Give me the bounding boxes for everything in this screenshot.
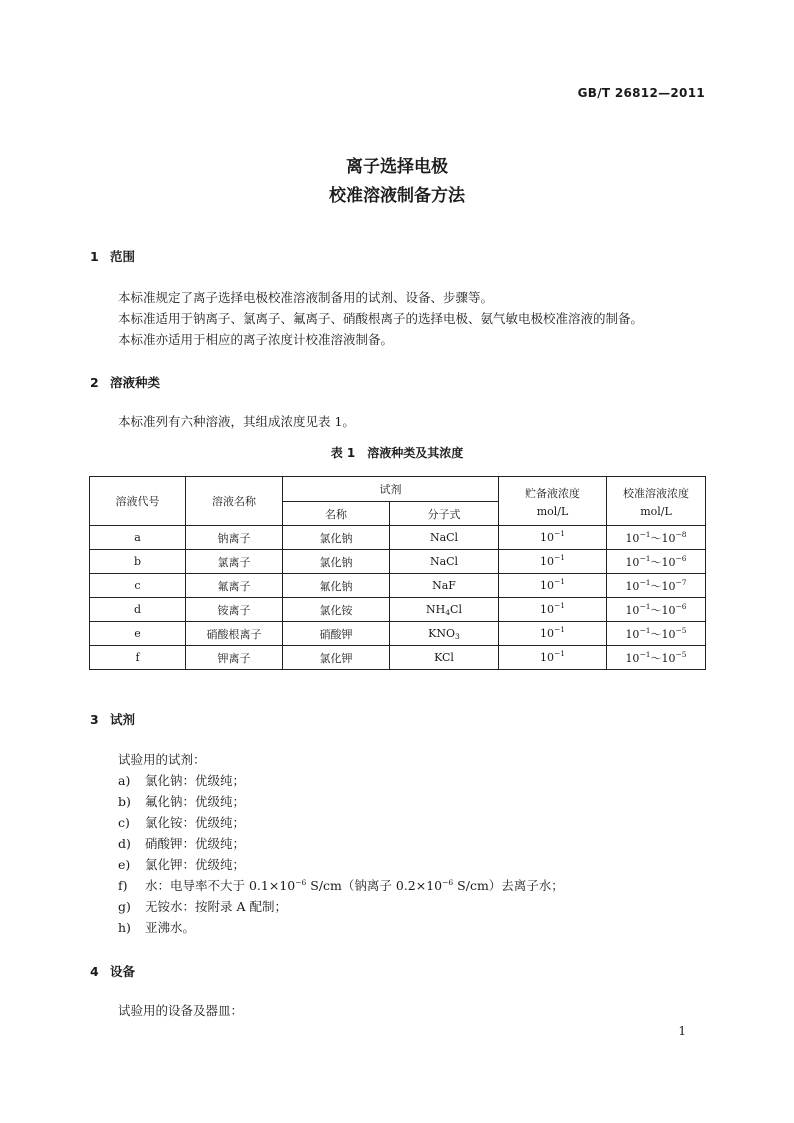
list-item xyxy=(118,917,564,938)
table-number: 表 1 xyxy=(330,446,356,460)
stock-exponent: −1 xyxy=(553,577,566,586)
cal-exponent: −1 xyxy=(639,649,651,659)
cell-reagent: 氯化钠 xyxy=(283,550,390,574)
document-title-line-2: 校准溶液制备方法 xyxy=(329,186,465,206)
formula-part: NH xyxy=(426,603,446,616)
cell-formula: NaCl xyxy=(390,526,499,550)
list-label: e) xyxy=(118,857,131,872)
list-item xyxy=(118,854,564,875)
reagents-intro xyxy=(118,749,206,770)
cell-cal xyxy=(607,646,706,670)
cal-sep: ～ xyxy=(650,579,662,593)
list-label: b) xyxy=(118,794,131,809)
cal-base: 10 xyxy=(661,579,676,593)
cell-name: 钠离子 xyxy=(186,526,283,550)
cell-reagent: 氟化钠 xyxy=(283,574,390,598)
formula-subscript: 3 xyxy=(455,632,460,641)
cell-code: f xyxy=(90,646,186,670)
cal-sep: ～ xyxy=(650,627,662,641)
formula-subscript: 4 xyxy=(445,608,451,617)
list-item xyxy=(118,812,564,833)
cell-reagent: 硝酸钾 xyxy=(283,622,390,646)
table-row xyxy=(90,574,706,598)
page-number: 1 xyxy=(678,1024,686,1038)
list-text: S/cm）去离子水； xyxy=(453,878,564,893)
cell-code: d xyxy=(90,598,186,622)
header-cal-label: 校准溶液浓度 xyxy=(623,486,689,500)
paragraph: 本标准亦适用于相应的离子浓度计校准溶液制备。 xyxy=(118,332,394,347)
cell-formula xyxy=(390,622,499,646)
header-stock-label: 贮备液浓度 xyxy=(525,486,580,500)
equipment-intro xyxy=(118,1000,243,1021)
list-text: 无铵水：按附录 A 配制； xyxy=(145,899,287,914)
cal-exponent: −5 xyxy=(675,649,687,659)
stock-exponent: −1 xyxy=(553,625,566,634)
cell-stock xyxy=(499,526,607,550)
header-cal-unit: mol/L xyxy=(640,504,672,518)
header-reagent: 试剂 xyxy=(283,477,499,502)
cal-base: 10 xyxy=(625,603,640,617)
section-number: 3 xyxy=(90,712,99,727)
cell-name: 氟离子 xyxy=(186,574,283,598)
paragraph: 试验用的设备及器皿： xyxy=(118,1003,244,1018)
table-row xyxy=(90,550,706,574)
cell-code: e xyxy=(90,622,186,646)
cell-stock xyxy=(499,550,607,574)
cal-base: 10 xyxy=(625,651,640,665)
section-title: 溶液种类 xyxy=(110,375,161,390)
list-text: 氯化钠：优级纯； xyxy=(145,773,246,788)
cal-base: 10 xyxy=(661,603,676,617)
table-caption xyxy=(0,444,794,461)
cell-cal xyxy=(607,526,706,550)
cell-stock xyxy=(499,598,607,622)
section-title: 范围 xyxy=(110,249,136,264)
scope-paragraphs xyxy=(118,287,643,350)
cal-exponent: −1 xyxy=(639,529,651,539)
list-text: 硝酸钾：优级纯； xyxy=(145,836,246,851)
stock-base: 10 xyxy=(539,531,554,544)
cell-name: 硝酸根离子 xyxy=(186,622,283,646)
cell-code: b xyxy=(90,550,186,574)
cal-base: 10 xyxy=(625,531,640,545)
exponent: −6 xyxy=(295,878,307,887)
cell-stock xyxy=(499,646,607,670)
cal-sep: ～ xyxy=(650,531,662,545)
section-number: 2 xyxy=(90,375,99,390)
cell-name: 铵离子 xyxy=(186,598,283,622)
section-title: 设备 xyxy=(110,964,136,979)
cell-formula: NaCl xyxy=(390,550,499,574)
formula-part: KNO xyxy=(428,627,456,640)
cell-stock xyxy=(499,622,607,646)
header-reagent-name: 名称 xyxy=(283,502,390,526)
section-heading-scope xyxy=(90,247,135,265)
cal-sep: ～ xyxy=(650,603,662,617)
cell-name: 钾离子 xyxy=(186,646,283,670)
cal-exponent: −6 xyxy=(675,553,687,563)
stock-base: 10 xyxy=(539,579,554,592)
cal-sep: ～ xyxy=(650,555,662,569)
list-text: 亚沸水。 xyxy=(145,920,196,935)
stock-base: 10 xyxy=(539,603,554,616)
stock-base: 10 xyxy=(539,555,554,568)
cal-base: 10 xyxy=(625,555,640,569)
table-row xyxy=(90,598,706,622)
table-row xyxy=(90,646,706,670)
cell-reagent: 氯化铵 xyxy=(283,598,390,622)
list-label: a) xyxy=(118,773,131,788)
stock-base: 10 xyxy=(539,651,554,664)
section-title: 试剂 xyxy=(110,712,136,727)
cell-stock xyxy=(499,574,607,598)
stock-exponent: −1 xyxy=(553,601,566,610)
cal-sep: ～ xyxy=(650,651,662,665)
list-label: c) xyxy=(118,815,130,830)
header-cal xyxy=(607,477,706,526)
cell-code: a xyxy=(90,526,186,550)
section-heading-equipment xyxy=(90,962,135,980)
list-text: 氯化钾：优级纯； xyxy=(145,857,246,872)
solution-types-intro xyxy=(118,411,355,432)
cal-base: 10 xyxy=(661,627,676,641)
cell-reagent: 氯化钾 xyxy=(283,646,390,670)
header-code: 溶液代号 xyxy=(90,477,186,526)
paragraph: 试验用的试剂： xyxy=(118,752,206,767)
list-item-water xyxy=(118,875,564,896)
cell-name: 氯离子 xyxy=(186,550,283,574)
list-item xyxy=(118,770,564,791)
formula-part: Cl xyxy=(450,603,462,616)
cell-formula: NaF xyxy=(390,574,499,598)
cell-cal xyxy=(607,574,706,598)
cal-base: 10 xyxy=(661,651,676,665)
list-text: 氯化铵：优级纯； xyxy=(145,815,246,830)
cell-reagent: 氯化钠 xyxy=(283,526,390,550)
section-number: 1 xyxy=(90,249,99,264)
cell-cal xyxy=(607,622,706,646)
cal-exponent: −5 xyxy=(675,625,687,635)
cal-exponent: −6 xyxy=(675,601,687,611)
exponent: −6 xyxy=(442,878,454,887)
cal-base: 10 xyxy=(625,627,640,641)
document-title-line-1: 离子选择电极 xyxy=(346,157,448,177)
section-heading-reagents xyxy=(90,710,135,728)
table-row xyxy=(90,526,706,550)
cal-base: 10 xyxy=(661,531,676,545)
stock-exponent: −1 xyxy=(553,529,566,538)
header-stock xyxy=(499,477,607,526)
section-heading-solution-types xyxy=(90,373,160,391)
list-text: 水：电导率不大于 0.1×10 xyxy=(145,878,296,893)
cell-code: c xyxy=(90,574,186,598)
list-text: 氟化钠：优级纯； xyxy=(145,794,246,809)
list-label: h) xyxy=(118,920,131,935)
list-item xyxy=(118,896,564,917)
cal-exponent: −8 xyxy=(675,529,687,539)
cal-exponent: −1 xyxy=(639,553,651,563)
cal-exponent: −1 xyxy=(639,625,651,635)
header-name: 溶液名称 xyxy=(186,477,283,526)
stock-base: 10 xyxy=(539,627,554,640)
cell-formula xyxy=(390,598,499,622)
paragraph: 本标准适用于钠离子、氯离子、氟离子、硝酸根离子的选择电极、氨气敏电极校准溶液的制备。 xyxy=(118,311,644,326)
header-formula: 分子式 xyxy=(390,502,499,526)
cal-base: 10 xyxy=(661,555,676,569)
cal-exponent: −1 xyxy=(639,601,651,611)
standard-number: GB/T 26812—2011 xyxy=(577,86,705,100)
cal-exponent: −7 xyxy=(675,577,687,587)
header-stock-unit: mol/L xyxy=(536,504,569,518)
reagent-list xyxy=(118,770,564,938)
solution-table xyxy=(89,476,706,670)
paragraph: 本标准列有六种溶液，其组成浓度见表 1。 xyxy=(118,414,355,429)
section-number: 4 xyxy=(90,964,99,979)
cell-cal xyxy=(607,598,706,622)
cell-formula: KCl xyxy=(390,646,499,670)
list-item xyxy=(118,833,564,854)
list-item xyxy=(118,791,564,812)
stock-exponent: −1 xyxy=(553,649,566,658)
stock-exponent: −1 xyxy=(553,553,566,562)
list-label: f) xyxy=(118,878,128,893)
cal-exponent: −1 xyxy=(639,577,651,587)
cal-base: 10 xyxy=(625,579,640,593)
list-text: S/cm（钠离子 0.2×10 xyxy=(306,878,443,893)
paragraph: 本标准规定了离子选择电极校准溶液制备用的试剂、设备、步骤等。 xyxy=(118,290,494,305)
table-title: 溶液种类及其浓度 xyxy=(367,446,464,460)
cell-cal xyxy=(607,550,706,574)
table-row xyxy=(90,622,706,646)
list-label: g) xyxy=(118,899,131,914)
list-label: d) xyxy=(118,836,131,851)
